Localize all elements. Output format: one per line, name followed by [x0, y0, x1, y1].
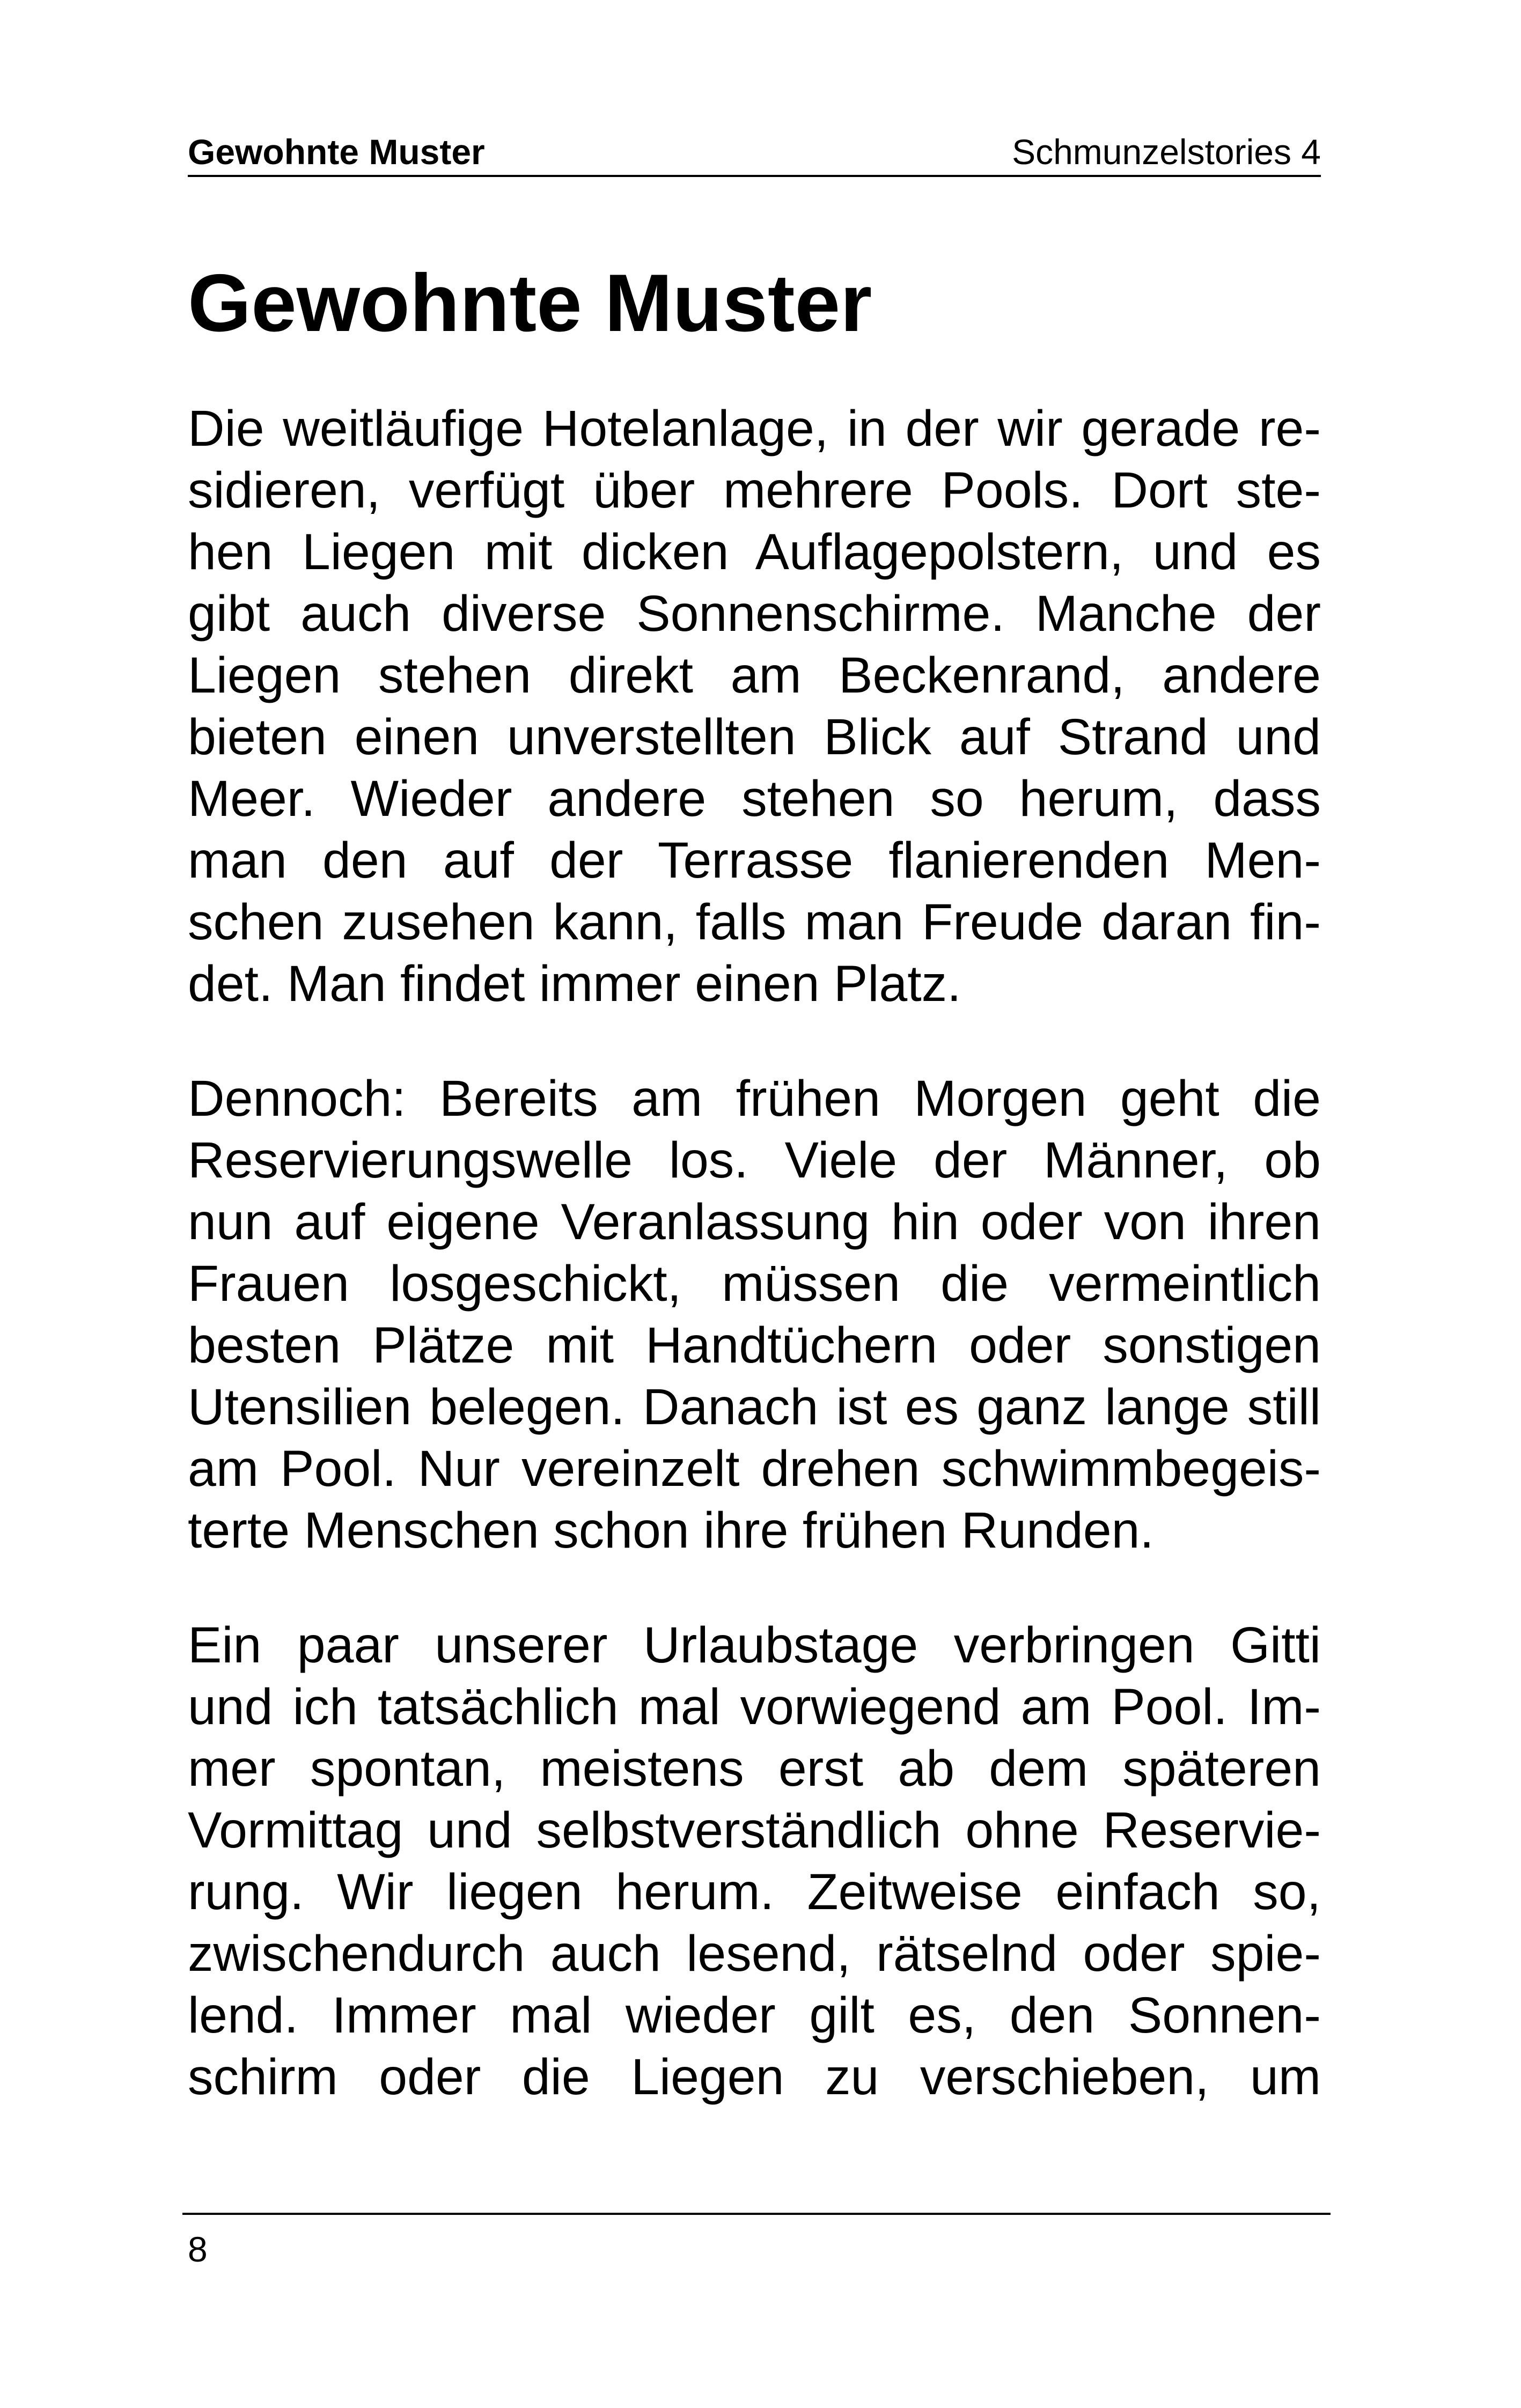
- text-line: terte Menschen schon ihre frühen Runden.: [188, 1502, 1154, 1559]
- text-line: und ich tatsächlich mal vorwiegend am Pool. Im-: [188, 1678, 1321, 1735]
- text-line: Frauen losgeschickt, müssen die vermeintlich: [188, 1255, 1321, 1312]
- text-line: hen Liegen mit dicken Auflagepolstern, und es: [188, 524, 1321, 580]
- text-line: bieten einen unverstellten Blick auf Strand und: [188, 709, 1321, 765]
- text-line: Reservierungswelle los. Viele der Männer, ob: [188, 1132, 1321, 1189]
- text-line: nun auf eigene Veranlassung hin oder von ihren: [188, 1194, 1321, 1250]
- paragraph-1: [188, 398, 1321, 1015]
- text-line: sidieren, verfügt über mehrere Pools. Dort ste-: [188, 462, 1321, 519]
- text-line: det. Man findet immer einen Platz.: [188, 955, 961, 1012]
- text-line: gibt auch diverse Sonnenschirme. Manche der: [188, 585, 1321, 642]
- running-header-chapter-title: Gewohnte Muster: [188, 132, 485, 172]
- text-line: Dennoch: Bereits am frühen Morgen geht die: [188, 1070, 1321, 1127]
- running-header: [188, 129, 1321, 177]
- text-line: Vormittag und selbstverständlich ohne Reservie-: [188, 1802, 1321, 1859]
- text-line: rung. Wir liegen herum. Zeitweise einfach so,: [188, 1864, 1321, 1920]
- text-line: schen zusehen kann, falls man Freude daran fin-: [188, 894, 1321, 951]
- body-text: [188, 398, 1321, 2161]
- text-line: Utensilien belegen. Danach ist es ganz lange still: [188, 1379, 1321, 1435]
- text-line: schirm oder die Liegen zu verschieben, um: [188, 2049, 1321, 2105]
- text-line: lend. Immer mal wieder gilt es, den Sonnen-: [188, 1987, 1321, 2044]
- running-header-book-title: Schmunzelstories 4: [1012, 132, 1321, 172]
- page-number: 8: [188, 2229, 208, 2269]
- footer-divider: [182, 2213, 1331, 2215]
- text-line: man den auf der Terrasse flanierenden Men-: [188, 832, 1321, 889]
- text-line: Ein paar unserer Urlaubstage verbringen Gitti: [188, 1617, 1321, 1674]
- text-line: besten Plätze mit Handtüchern oder sonstigen: [188, 1317, 1321, 1374]
- chapter-title: Gewohnte Muster: [188, 257, 872, 349]
- text-line: mer spontan, meistens erst ab dem späteren: [188, 1740, 1321, 1797]
- text-line: am Pool. Nur vereinzelt drehen schwimmbegeis-: [188, 1440, 1321, 1497]
- text-line: Liegen stehen direkt am Beckenrand, andere: [188, 647, 1321, 704]
- paragraph-2: [188, 1068, 1321, 1562]
- text-line: Die weitläufige Hotelanlage, in der wir gerade re-: [188, 400, 1321, 457]
- text-line: zwischendurch auch lesend, rätselnd oder spie-: [188, 1925, 1321, 1982]
- paragraph-3: [188, 1615, 1321, 2108]
- text-line: Meer. Wieder andere stehen so herum, dass: [188, 770, 1321, 827]
